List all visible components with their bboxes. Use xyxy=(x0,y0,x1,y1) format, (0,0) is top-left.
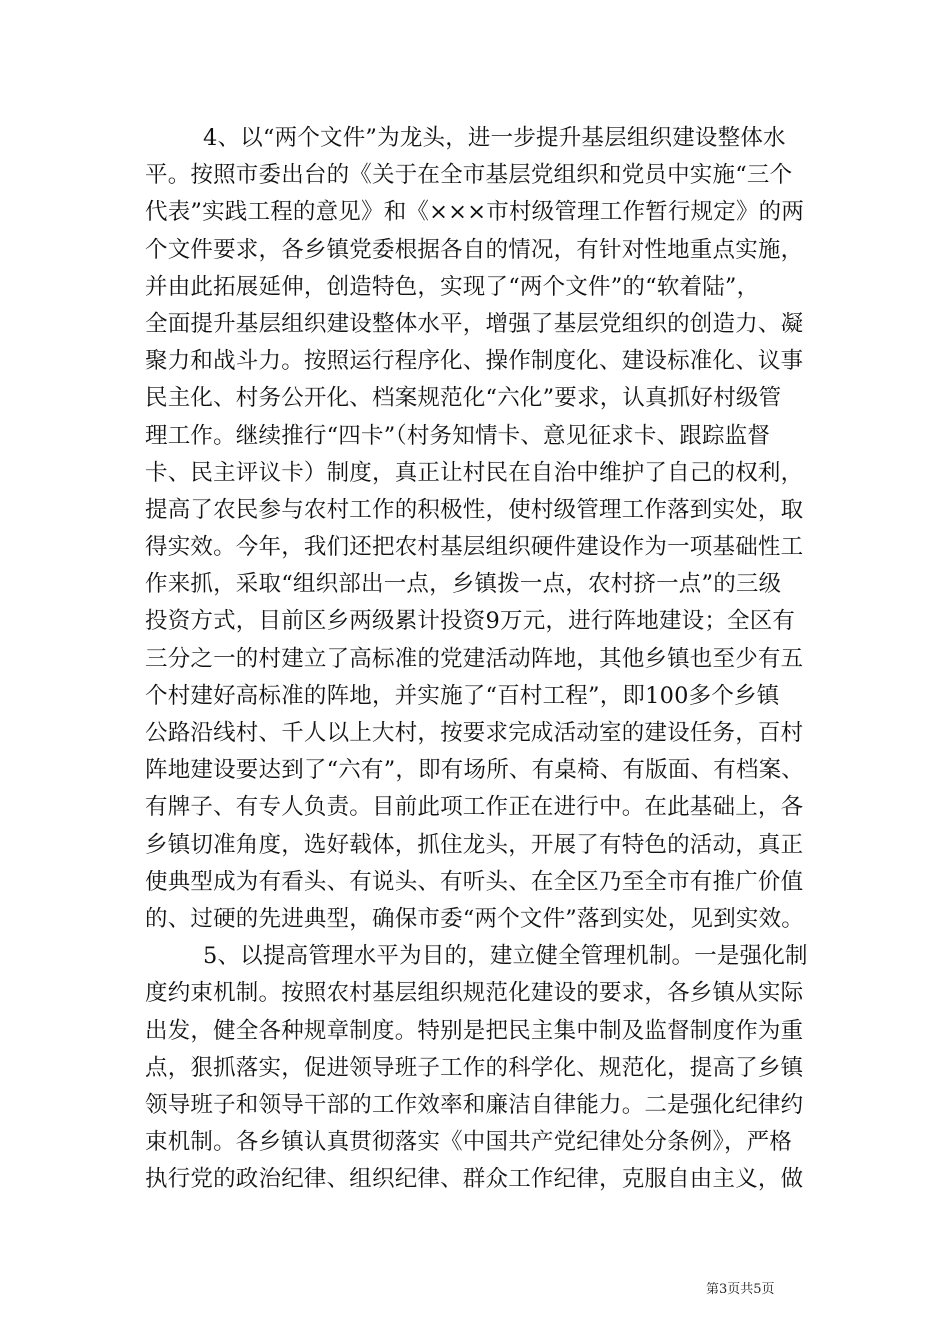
body-text xyxy=(145,120,825,1198)
text-line: 全面提升基层组织建设整体水平，增强了基层党组织的创造力、凝 xyxy=(145,310,804,337)
text-line: 度约束机制。按照农村基层组织规范化建设的要求，各乡镇从实际 xyxy=(145,980,804,1007)
text-line: 提高了农民参与农村工作的积极性，使村级管理工作落到实处，取 xyxy=(145,496,804,523)
text-line: 执行党的政治纪律、组织纪律、群众工作纪律，克服自由主义，做 xyxy=(145,1166,804,1193)
text-line: 乡镇切准角度，选好载体，抓住龙头，开展了有特色的活动，真正 xyxy=(145,831,804,858)
text-line: 得实效。今年，我们还把农村基层组织硬件建设作为一项基础性工 xyxy=(145,534,804,561)
text-line: 并由此拓展延伸，创造特色，实现了“两个文件”的“软着陆”， xyxy=(145,273,760,300)
text-line: 使典型成为有看头、有说头、有听头、在全区乃至全市有推广价值 xyxy=(145,868,804,895)
text-line: 束机制。各乡镇认真贯彻落实《中国共产党纪律处分条例》，严格 xyxy=(145,1129,793,1156)
text-line: 理工作。继续推行“四卡”（村务知情卡、意见征求卡、跟踪监督 xyxy=(145,422,771,449)
text-line: 三分之一的村建立了高标准的党建活动阵地，其他乡镇也至少有五 xyxy=(145,645,804,672)
text-line: 聚力和战斗力。按照运行程序化、操作制度化、建设标准化、议事 xyxy=(145,348,804,375)
paragraph-4 xyxy=(145,120,825,938)
text-line: 出发，健全各种规章制度。特别是把民主集中制及监督制度作为重 xyxy=(145,1017,804,1044)
text-line: 公路沿线村、千人以上大村，按要求完成活动室的建设任务，百村 xyxy=(145,720,804,746)
text-line: 的、过硬的先进典型，确保市委“两个文件”落到实处，见到实效。 xyxy=(145,905,805,932)
text-line: 点，狠抓落实，促进领导班子工作的科学化、规范化，提高了乡镇 xyxy=(145,1054,804,1081)
text-line: 4、以“两个文件”为龙头，进一步提升基层组织建设整体水 xyxy=(203,125,786,151)
text-line: 民主化、村务公开化、档案规范化“六化”要求，认真抓好村级管 xyxy=(145,385,782,412)
text-line: 领导班子和领导干部的工作效率和廉洁自律能力。二是强化纪律约 xyxy=(145,1091,804,1118)
page-number: 第3页共5页 xyxy=(706,1282,775,1297)
text-line: 代表”实践工程的意见》和《×××市村级管理工作暂行规定》的两 xyxy=(145,199,805,226)
text-line: 平。按照市委出台的《关于在全市基层党组织和党员中实施“三个 xyxy=(145,162,793,189)
text-line: 卡、民主评议卡）制度，真正让村民在自治中维护了自己的权利， xyxy=(145,459,804,486)
paragraph-5 xyxy=(145,938,825,1198)
text-line: 个文件要求，各乡镇党委根据各自的情况，有针对性地重点实施， xyxy=(145,236,804,263)
text-line: 5、以提高管理水平为目的，建立健全管理机制。一是强化制 xyxy=(203,943,808,970)
text-line: 有牌子、有专人负责。目前此项工作正在进行中。在此基础上，各 xyxy=(145,794,804,821)
text-line: 作来抓，采取“组织部出一点，乡镇拨一点，农村挤一点”的三级 xyxy=(145,571,782,598)
text-line: 投资方式，目前区乡两级累计投资9万元，进行阵地建设；全区有 xyxy=(145,608,796,635)
text-line: 阵地建设要达到了“六有”，即有场所、有桌椅、有版面、有档案、 xyxy=(145,757,805,784)
text-line: 个村建好高标准的阵地，并实施了“百村工程”，即100多个乡镇 xyxy=(145,682,780,709)
